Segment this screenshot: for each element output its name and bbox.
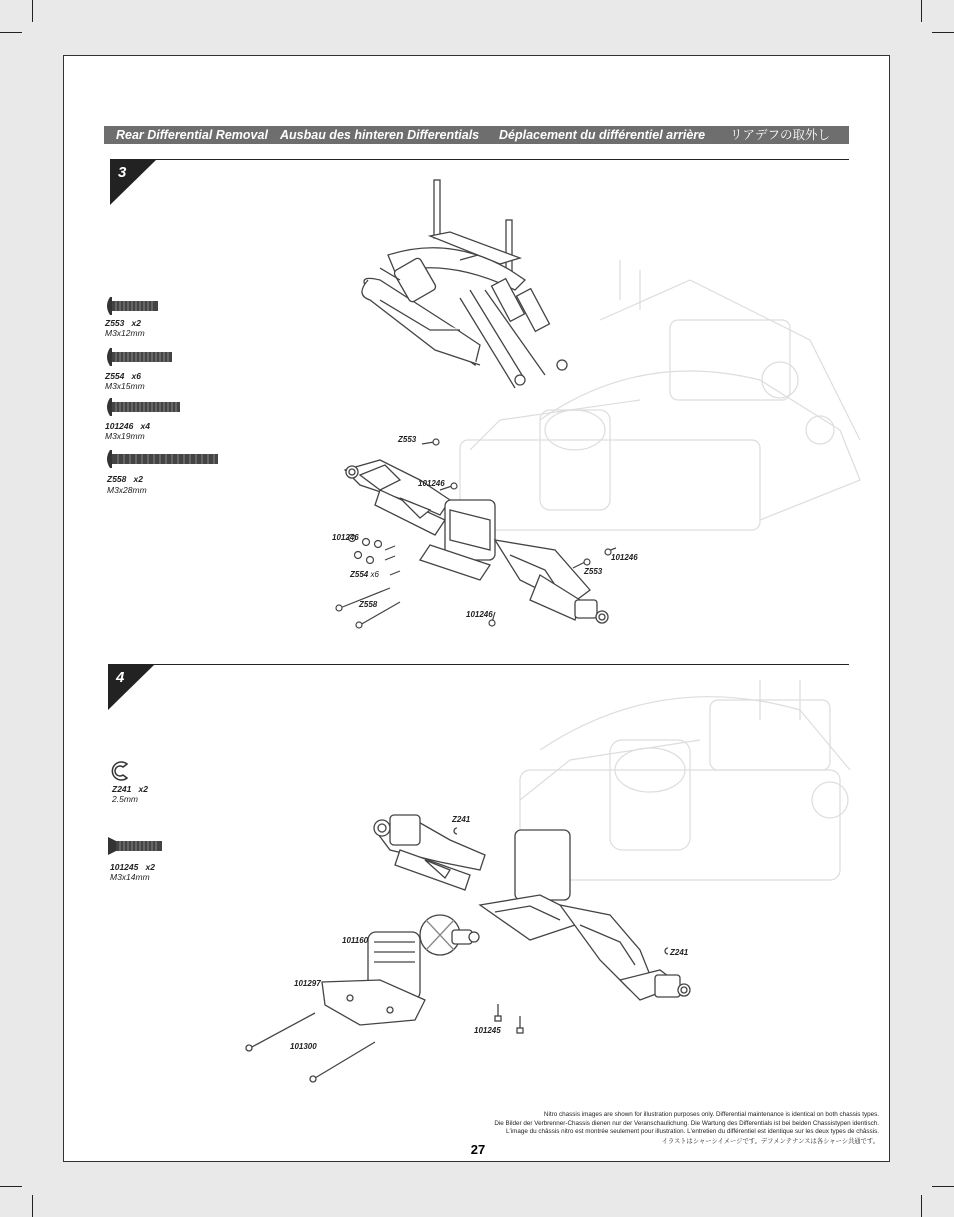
footnote-fr: L'image du châssis nitro est montrée seulement pour illustration. L'entretien du différentiel est identique sur les deux types de châssis.: [506, 1128, 879, 1135]
screw-z553-icon: [104, 297, 160, 315]
callout-z553-right: Z553: [584, 567, 603, 576]
callout-101246-d: 101246: [611, 553, 638, 562]
screw-101245-icon: [108, 837, 164, 855]
footnote-en: Nitro chassis images are shown for illustration purposes only. Differential maintenance is identical on both chassis types.: [543, 1111, 879, 1118]
crop-mark: [32, 1195, 33, 1217]
title-en: Rear Differential Removal: [116, 128, 268, 142]
part-z558-code: Z558 x2: [107, 474, 143, 484]
callout-101246-c: 101246: [466, 610, 493, 619]
callout-z554: Z554 x6: [350, 570, 379, 579]
callout-z241-top: Z241: [452, 815, 471, 824]
callout-101297: 101297: [294, 979, 321, 988]
callout-101246-a: 101246: [418, 479, 445, 488]
callout-z558: Z558: [359, 600, 378, 609]
title-ja: リアデフの取外し: [730, 128, 831, 142]
crop-mark: [0, 32, 22, 33]
footnote-ja: イラストはシャーシイメージです。デフメンテナンスは各シャーシ共通です。: [661, 1138, 879, 1145]
part-z241-size: 2.5mm: [112, 794, 138, 804]
page-number: 27: [470, 1142, 486, 1157]
step3-number: 3: [118, 164, 127, 181]
crop-mark: [921, 1195, 922, 1217]
part-z558-size: M3x28mm: [107, 485, 147, 495]
screw-z554-icon: [104, 348, 174, 366]
step3-rule: [110, 159, 849, 160]
callout-z241-right: Z241: [670, 948, 689, 957]
screw-z558-icon: [104, 450, 220, 468]
step4-rule: [108, 664, 849, 665]
part-101245-size: M3x14mm: [110, 872, 150, 882]
part-101246-size: M3x19mm: [105, 431, 145, 441]
part-101246-code: 101246 x4: [105, 421, 150, 431]
part-z554-size: M3x15mm: [105, 381, 145, 391]
callout-101160: 101160: [342, 936, 369, 945]
footnote-de: Die Bilder der Verbrenner-Chassis dienen nur der Veranschaulichung. Die Wartung des Differentials ist bei beiden Chassistypen identisch.: [494, 1120, 879, 1127]
callout-101245: 101245: [474, 1026, 501, 1035]
title-de: Ausbau des hinteren Differentials: [280, 128, 480, 142]
section-header: [104, 126, 849, 144]
crop-mark: [932, 32, 954, 33]
callout-101246-b: 101246: [332, 533, 359, 542]
crop-mark: [0, 1186, 22, 1187]
callout-101300: 101300: [290, 1042, 317, 1051]
e-clip-z241-icon: [108, 759, 134, 783]
crop-mark: [921, 0, 922, 22]
callout-z553-top: Z553: [398, 435, 417, 444]
part-z553-code: Z553 x2: [105, 318, 141, 328]
part-z553-size: M3x12mm: [105, 328, 145, 338]
part-z241-code: Z241 x2: [112, 784, 148, 794]
crop-mark: [932, 1186, 954, 1187]
part-z554-code: Z554 x6: [105, 371, 141, 381]
title-fr: Déplacement du différentiel arrière: [499, 128, 706, 142]
step4-number: 4: [116, 669, 125, 686]
part-101245-code: 101245 x2: [110, 862, 155, 872]
step4-differential-illustration: [240, 680, 850, 1100]
screw-101246-icon: [104, 398, 182, 416]
crop-mark: [32, 0, 33, 22]
